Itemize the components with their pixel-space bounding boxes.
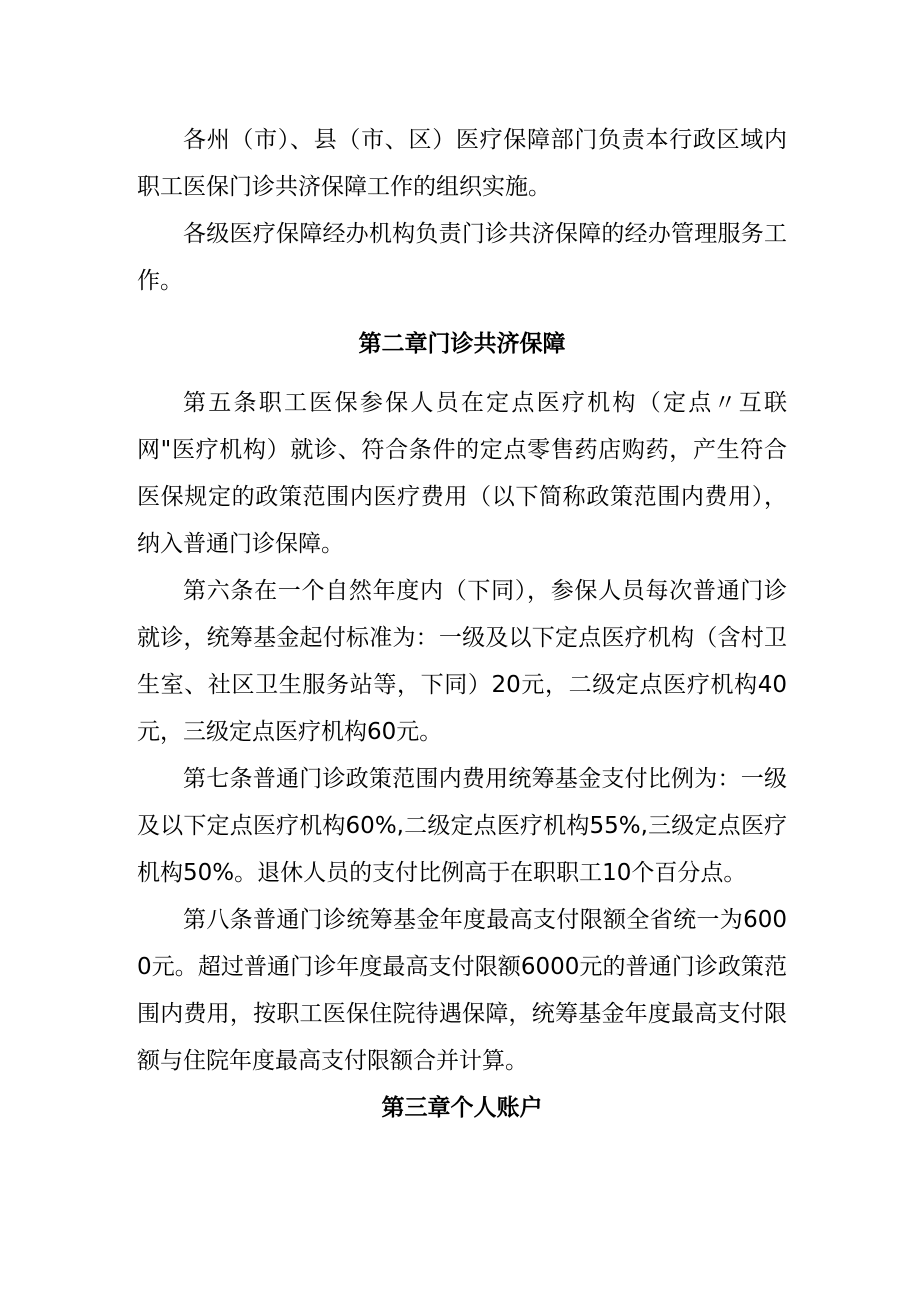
paragraph-responsibility-agency: 各级医疗保障经办机构负责门诊共济保障的经办管理服务工作。 (137, 221, 787, 294)
article-5: 第五条职工医保参保人员在定点医疗机构（定点〃互联网"医疗机构）就诊、符合条件的定点零售药店购药，产生符合医保规定的政策范围内医疗费用（以下简称政策范围内费用），纳入普通门诊保障。 (137, 390, 787, 557)
article-7: 第七条普通门诊政策范围内费用统筹基金支付比例为：一级及以下定点医疗机构60%,二级定点医疗机构55%,三级定点医疗机构50%。退休人员的支付比例高于在职职工10个百分点。 (137, 766, 787, 886)
article-6: 第六条在一个自然年度内（下同），参保人员每次普通门诊就诊，统筹基金起付标准为：一级及以下定点医疗机构（含村卫生室、社区卫生服务站等，下同）20元，二级定点医疗机构40元，三级定点医疗机构60元。 (137, 578, 787, 745)
article-8: 第八条普通门诊统筹基金年度最高支付限额全省统一为6000元。超过普通门诊年度最高支付限额6000元的普通门诊政策范围内费用，按职工医保住院待遇保障，统筹基金年度最高支付限额与住院年度最高支付限额合并计算。 (137, 907, 787, 1074)
document-body (137, 117, 787, 1132)
chapter-heading-3: 第三章个人账户 (381, 1095, 543, 1121)
paragraph-responsibility-local: 各州（市）、县（市、区）医疗保障部门负责本行政区域内职工医保门诊共济保障工作的组织实施。 (137, 127, 787, 200)
chapter-heading-2: 第二章门诊共济保障 (358, 331, 566, 357)
